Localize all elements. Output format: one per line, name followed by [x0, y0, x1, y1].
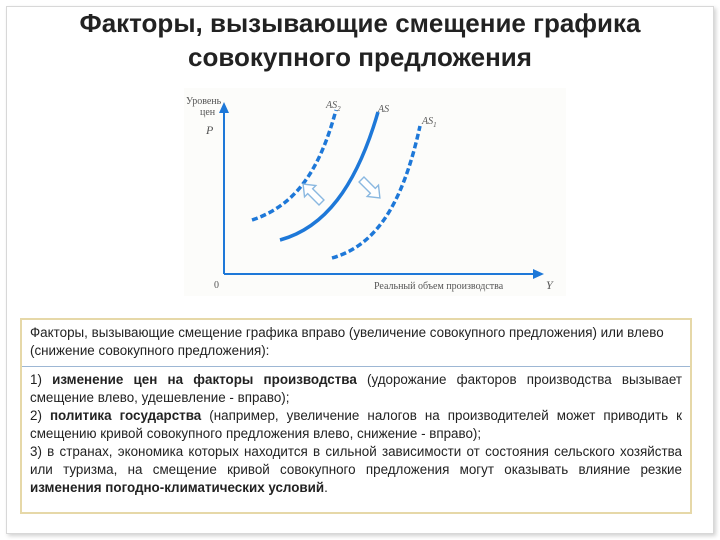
x-axis-arrowhead	[533, 269, 544, 279]
x-axis-label: Реальный объем производства	[374, 281, 504, 292]
as-label: AS	[378, 104, 390, 115]
as2-curve	[252, 110, 336, 220]
slide-title: Факторы, вызывающие смещение графика совокупного предложения	[79, 8, 641, 72]
intro-text: Факторы, вызывающие смещение графика вправо (увеличение совокупного предложения) или влево (снижение совокупного предложения):	[30, 325, 664, 358]
divider	[22, 366, 690, 367]
point-1: 1) изменение цен на факторы производства (удорожание факторов производства вызывает смещение влево, удешевление - вправо);	[30, 372, 682, 405]
diagram-svg	[184, 88, 566, 296]
origin-label: 0	[214, 280, 219, 291]
point-3: 3) в странах, экономика которых находится в сильной зависимости от состояния сельского хозяйства или туризма, на смещение кривой совокупного предложения могут оказывать влияние резкие изменения погодно-климатических условий.	[30, 444, 682, 495]
point-2: 2) политика государства (например, увеличение налогов на производителей может приводить к смещению кривой совокупного предложения влево, снижение - вправо);	[30, 408, 682, 441]
as2-label: $AS_2$	[326, 100, 341, 113]
explanation-box	[20, 318, 692, 514]
as1-label: $AS_1$	[422, 116, 437, 129]
x-axis-symbol: Y	[546, 278, 553, 292]
aggregate-supply-diagram	[184, 88, 566, 296]
y-axis-label-line1: Уровень	[186, 96, 222, 107]
point-1-bold: изменение цен на факторы производства	[52, 372, 357, 387]
shift-right-arrow	[356, 174, 386, 204]
point-2-bold: политика государства	[49, 408, 202, 423]
y-axis-symbol: P	[206, 123, 214, 137]
y-axis-label-line2: цен	[200, 107, 216, 118]
point-3-bold: изменения погодно-климатических условий	[30, 480, 325, 495]
